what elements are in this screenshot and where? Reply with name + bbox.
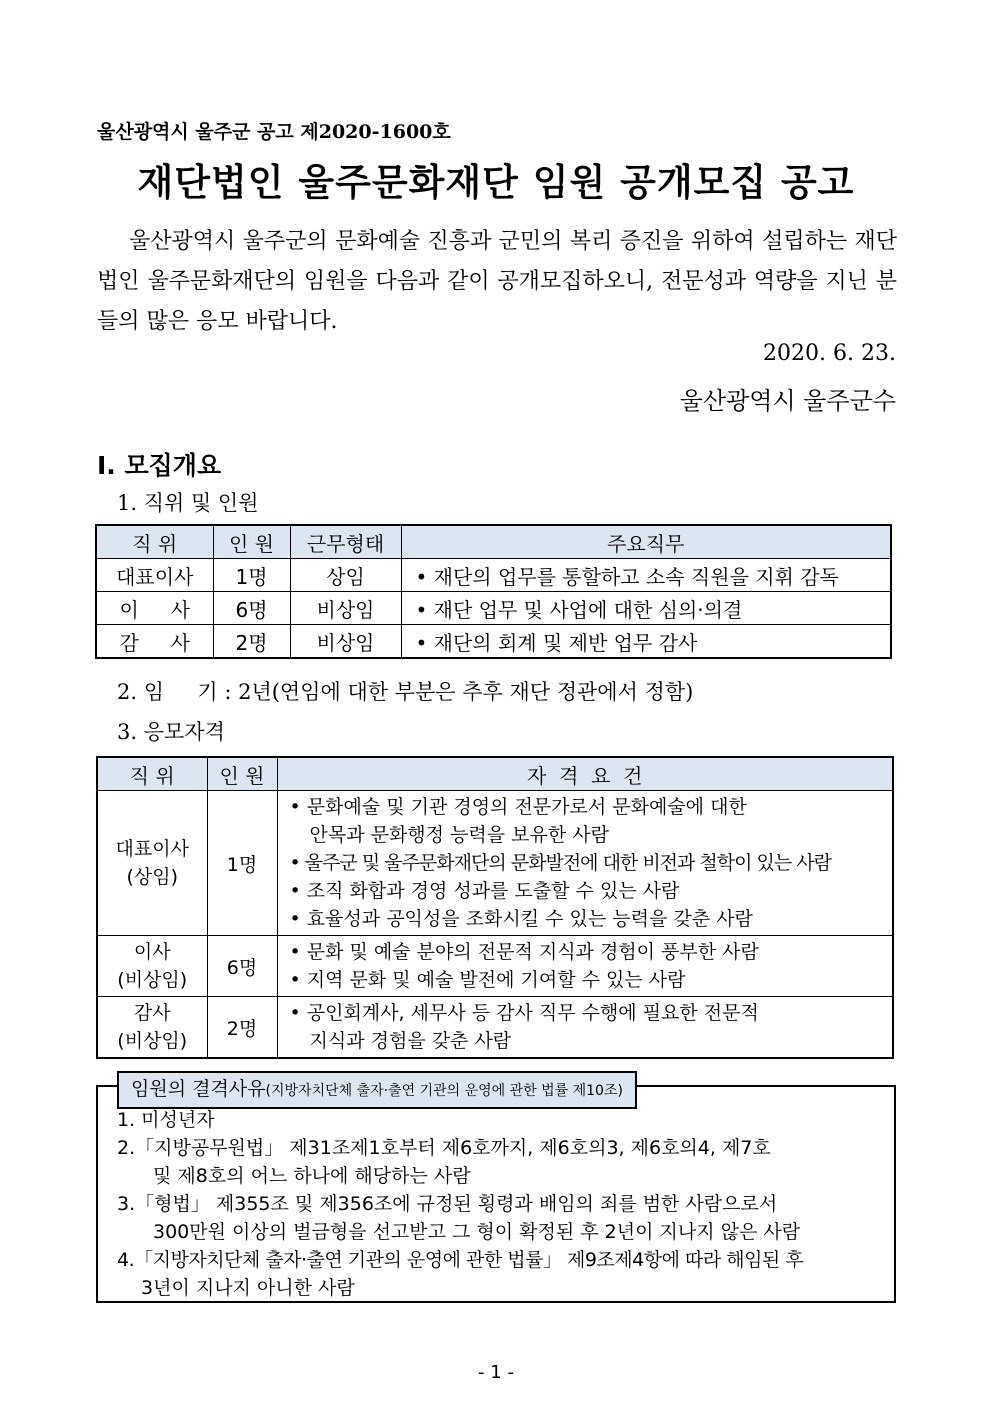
intro-paragraph: 울산광역시 울주군의 문화예술 진흥과 군민의 복리 증진을 위하여 설립하는 재단법인 울주문화재단의 임원을 다음과 같이 공개모집하오니, 전문성과 역량을 지닌 분들의 많은 응모 바랍니다.: [97, 229, 897, 334]
disqualification-label: [117, 1071, 637, 1109]
subheading-positions: 1. 직위 및 인원: [117, 491, 259, 515]
cell-count: 6명: [213, 592, 290, 625]
cell-count: 1명: [207, 791, 277, 936]
cell-position: [97, 791, 207, 936]
notice-date: 2020. 6. 23.: [763, 341, 896, 366]
position-type: (비상임): [117, 969, 188, 991]
table-row: [97, 791, 893, 936]
list-item: 3년이 지나지 아니한 사람: [141, 1277, 355, 1299]
list-item: 4.「지방자치단체 출자·출연 기관의 운영에 관한 법률」 제9조제4항에 따라 해임된 후: [117, 1249, 804, 1271]
list-item: 300만원 이상의 벌금형을 선고받고 그 형이 확정된 후 2년이 지나지 않은 사람: [153, 1221, 801, 1243]
notice-number: 울산광역시 울주군 공고 제2020-1600호: [97, 121, 451, 143]
position-name: 감사: [133, 1002, 171, 1024]
table-row: [96, 559, 891, 592]
requirement-item: • 공인회계사, 세무사 등 감사 직무 수행에 필요한 전문적: [289, 1002, 759, 1024]
table-header-row: [97, 757, 893, 791]
table-row: [96, 592, 891, 625]
cell-employment: 상임: [290, 559, 401, 592]
cell-employment: 비상임: [290, 592, 401, 625]
cell-count: 2명: [207, 997, 277, 1059]
cell-requirements: [277, 791, 893, 936]
position-type: (비상임): [117, 1030, 188, 1052]
cell-requirements: [277, 997, 893, 1059]
disqualification-list: [117, 1106, 887, 1302]
requirement-item: 안목과 문화행정 능력을 보유한 사람: [309, 824, 609, 846]
header-duties: 주요직무: [401, 525, 891, 559]
header-count: 인 원: [207, 757, 277, 791]
requirement-item: • 문화예술 및 기관 경영의 전문가로서 문화예술에 대한: [289, 796, 747, 818]
requirement-item: 지식과 경험을 갖춘 사람: [309, 1030, 512, 1052]
page-title: 재단법인 울주문화재단 임원 공개모집 공고: [137, 161, 855, 204]
list-item: 및 제8호의 어느 하나에 해당하는 사람: [153, 1165, 471, 1187]
cell-duty: • 재단의 회계 및 제반 업무 감사: [401, 625, 891, 659]
cell-requirements: [277, 936, 893, 997]
qualifications-table: [96, 756, 894, 1059]
position-name: 이사: [133, 941, 171, 963]
requirement-item: • 지역 문화 및 예술 발전에 기여할 수 있는 사람: [289, 969, 686, 991]
cell-duty: • 재단의 업무를 통할하고 소속 직원을 지휘 감독: [401, 559, 891, 592]
table-row: [97, 997, 893, 1059]
cell-position: 감 사: [96, 625, 213, 659]
requirement-item: • 효율성과 공익성을 조화시킬 수 있는 능력을 갖춘 사람: [289, 908, 753, 930]
cell-count: 2명: [213, 625, 290, 659]
list-item: 3.「형법」 제355조 및 제356조에 규정된 횡령과 배임의 죄를 범한 사람으로서: [117, 1193, 778, 1215]
cell-duty: • 재단 업무 및 사업에 대한 심의·의결: [401, 592, 891, 625]
disqualification-law-note: (지방자치단체 출자·출연 기관의 운영에 관한 법률 제10조): [265, 1083, 623, 1099]
cell-count: 6명: [207, 936, 277, 997]
disqualification-title: 임원의 결격사유: [131, 1078, 266, 1100]
header-employment: 근무형태: [290, 525, 401, 559]
cell-employment: 비상임: [290, 625, 401, 659]
list-item: 2.「지방공무원법」 제31조제1호부터 제6호까지, 제6호의3, 제6호의4, 제7호: [117, 1137, 771, 1159]
section-heading: Ⅰ. 모집개요: [97, 451, 222, 480]
subheading-qualifications: 3. 응모자격: [117, 720, 225, 744]
header-requirements: 자 격 요 건: [277, 757, 893, 791]
position-type: (상임): [126, 866, 179, 888]
cell-position: 대표이사: [96, 559, 213, 592]
header-count: 인 원: [213, 525, 290, 559]
cell-position: 이 사: [96, 592, 213, 625]
requirement-item: • 문화 및 예술 분야의 전문적 지식과 경험이 풍부한 사람: [289, 941, 759, 963]
cell-position: [97, 997, 207, 1059]
header-position: 직 위: [96, 525, 213, 559]
signer: 울산광역시 울주군수: [679, 387, 896, 415]
cell-position: [97, 936, 207, 997]
term-line: 2. 임 기 : 2년(연임에 대한 부분은 추후 재단 정관에서 정함): [117, 680, 694, 704]
page-number: - 1 -: [478, 1362, 514, 1383]
table-row: [97, 936, 893, 997]
table-header-row: [96, 525, 891, 559]
requirement-item: • 조직 화합과 경영 성과를 도출할 수 있는 사람: [289, 880, 680, 902]
position-name: 대표이사: [115, 838, 189, 860]
list-item: 1. 미성년자: [117, 1109, 215, 1131]
cell-count: 1명: [213, 559, 290, 592]
positions-table: [95, 524, 892, 659]
table-row: [96, 625, 891, 659]
requirement-item: • 울주군 및 울주문화재단의 문화발전에 대한 비전과 철학이 있는 사람: [289, 852, 831, 874]
header-position: 직 위: [97, 757, 207, 791]
